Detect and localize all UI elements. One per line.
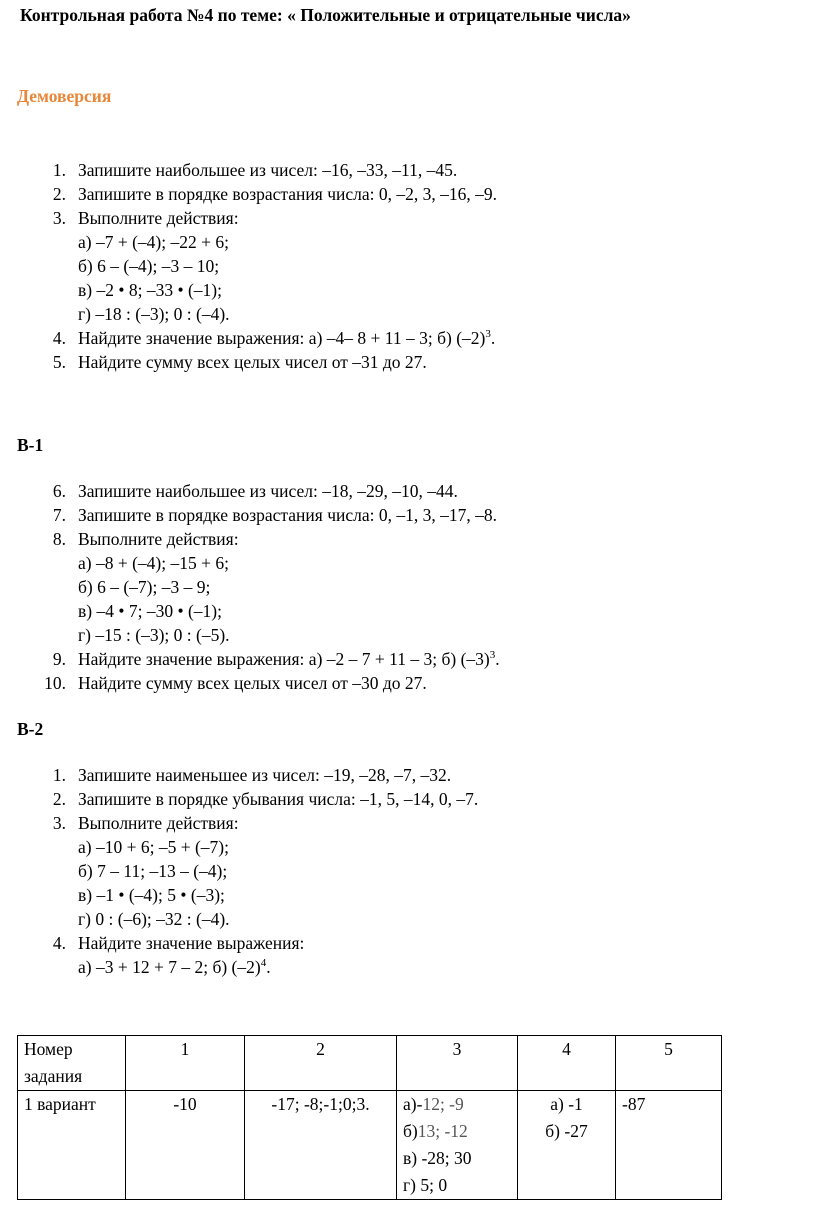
task-text: Выполните действия: (78, 208, 239, 228)
table-header-cell: 5 (616, 1036, 722, 1091)
task-subitem (0, 859, 478, 883)
task-text: Найдите значение выражения: а) –4– 8 + 11 – 3; б) (–2) (78, 328, 486, 348)
task-subitem (0, 302, 497, 326)
task-item (0, 158, 497, 182)
answer-part: б) (403, 1121, 418, 1141)
task-text: а) –7 + (–4); –22 + 6; (78, 232, 229, 252)
task-text: Запишите наибольшее из чисел: –18, –29, –10, –44. (78, 481, 458, 501)
task-number: 10. (44, 673, 66, 693)
task-item (0, 206, 497, 230)
task-text: Найдите значение выражения: (78, 933, 305, 953)
task-text: б) 7 – 11; –13 – (–4); (78, 861, 228, 881)
task-number: 9. (52, 649, 66, 669)
answer-part: а) -1 (550, 1094, 583, 1114)
task-item (0, 787, 478, 811)
variant-2-heading: В-2 (17, 719, 44, 739)
task-item (0, 527, 500, 551)
task-item (0, 763, 478, 787)
task-text-tail: . (266, 957, 271, 977)
task-item (0, 671, 500, 695)
task-text: г) –15 : (–3); 0 : (–5). (78, 625, 230, 645)
task-number: 2. (52, 789, 66, 809)
table-cell (397, 1091, 518, 1200)
table-cell (518, 1091, 616, 1200)
exponent: 3 (489, 649, 496, 661)
task-text: Выполните действия: (78, 529, 239, 549)
task-item (0, 182, 497, 206)
task-number: 8. (52, 529, 66, 549)
table-cell: -10 (126, 1091, 245, 1200)
task-text: г) 0 : (–6); –32 : (–4). (78, 909, 230, 929)
task-item (0, 350, 497, 374)
task-number: 2. (52, 184, 66, 204)
task-number: 4. (52, 933, 66, 953)
page-title: Контрольная работа №4 по теме: « Положительные и отрицательные числа» (20, 5, 631, 25)
answer-part: 13; -12 (417, 1121, 468, 1141)
exponent: 3 (485, 328, 491, 340)
task-number: 3. (52, 208, 66, 228)
task-text: Выполните действия: (78, 813, 239, 833)
task-text: Найдите значение выражения: а) –2 – 7 + 11 – 3; б) (–3) (78, 649, 490, 669)
answer-part: б) -27 (545, 1121, 588, 1141)
answer-part: г) 5; 0 (403, 1175, 448, 1195)
task-number: 6. (52, 481, 66, 501)
task-number: 4. (52, 328, 66, 348)
task-subitem (0, 278, 497, 302)
task-text: Найдите сумму всех целых чисел от –30 до 27. (78, 673, 427, 693)
table-cell: 1 вариант (18, 1091, 126, 1200)
task-text: г) –18 : (–3); 0 : (–4). (78, 304, 230, 324)
task-text: а) –10 + 6; –5 + (–7); (78, 837, 229, 857)
answer-part: 12; -9 (422, 1094, 464, 1114)
task-item (0, 326, 497, 350)
task-text: Найдите сумму всех целых чисел от –31 до 27. (78, 352, 427, 372)
task-item (0, 503, 500, 527)
task-subitem (0, 623, 500, 647)
task-text: б) 6 – (–7); –3 – 9; (78, 577, 211, 597)
task-text: Запишите наименьшее из чисел: –19, –28, –7, –32. (78, 765, 452, 785)
table-row (18, 1091, 722, 1200)
table-header-cell: Номер задания (18, 1036, 126, 1091)
task-text: в) –1 • (–4); 5 • (–3); (78, 885, 225, 905)
task-item (0, 931, 478, 955)
table-header-cell: 3 (397, 1036, 518, 1091)
table-cell: -87 (616, 1091, 722, 1200)
task-subitem (0, 599, 500, 623)
task-subitem (0, 254, 497, 278)
task-subitem (0, 955, 478, 979)
demo-task-list (0, 158, 497, 374)
task-item (0, 479, 500, 503)
task-text: в) –2 • 8; –33 • (–1); (78, 280, 222, 300)
table-header-row (18, 1036, 722, 1091)
task-text-tail: . (490, 328, 496, 348)
task-number: 3. (52, 813, 66, 833)
table-header-cell: 2 (245, 1036, 397, 1091)
task-text-tail: . (495, 649, 500, 669)
task-number: 5. (52, 352, 66, 372)
task-subitem (0, 883, 478, 907)
task-subitem (0, 575, 500, 599)
task-text: Запишите в порядке возрастания числа: 0, –1, 3, –17, –8. (78, 505, 498, 525)
task-item (0, 811, 478, 835)
task-subitem (0, 551, 500, 575)
task-text: Запишите в порядке возрастания числа: 0, –2, 3, –16, –9. (78, 184, 498, 204)
task-item (0, 647, 500, 671)
task-subitem (0, 835, 478, 859)
answer-part: а)- (403, 1094, 423, 1114)
demo-label: Демоверсия (17, 86, 112, 106)
table-header-cell: 4 (518, 1036, 616, 1091)
exponent: 4 (260, 957, 267, 969)
answers-table (17, 1035, 722, 1200)
table-cell: -17; -8;-1;0;3. (245, 1091, 397, 1200)
task-text: а) –8 + (–4); –15 + 6; (78, 553, 229, 573)
task-number: 7. (52, 505, 66, 525)
task-text: б) 6 – (–4); –3 – 10; (78, 256, 220, 276)
task-number: 1. (52, 160, 66, 180)
task-text: а) –3 + 12 + 7 – 2; б) (–2) (78, 957, 261, 977)
task-subitem (0, 230, 497, 254)
table-header-cell: 1 (126, 1036, 245, 1091)
variant-2-task-list (0, 763, 478, 979)
variant-1-heading: В-1 (17, 435, 44, 455)
task-text: Запишите наибольшее из чисел: –16, –33, –11, –45. (78, 160, 458, 180)
task-text: в) –4 • 7; –30 • (–1); (78, 601, 222, 621)
variant-1-task-list (0, 479, 500, 695)
task-text: Запишите в порядке убывания числа: –1, 5, –14, 0, –7. (78, 789, 479, 809)
answer-part: в) -28; 30 (403, 1148, 472, 1168)
task-subitem (0, 907, 478, 931)
task-number: 1. (52, 765, 66, 785)
